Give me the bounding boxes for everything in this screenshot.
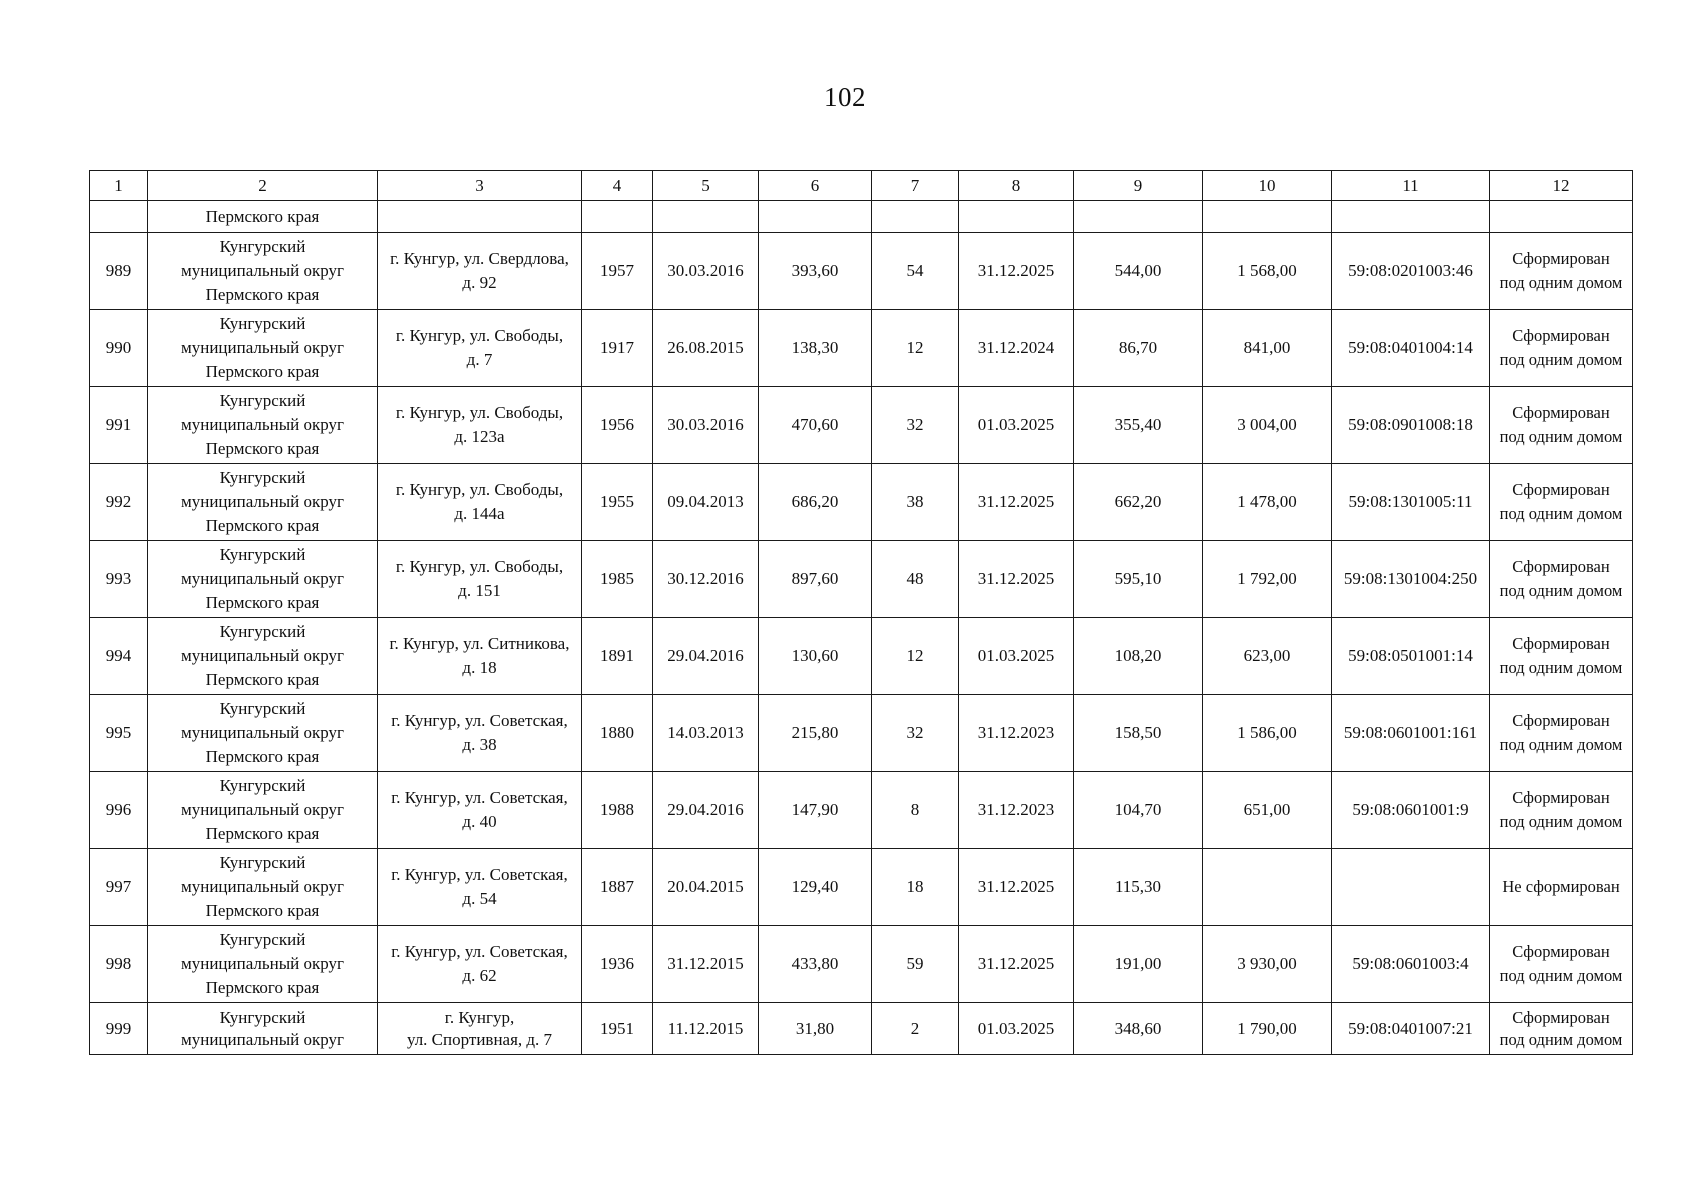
owner-cell-line: Пермского края — [205, 978, 320, 997]
date-recognized-cell: 26.08.2015 — [653, 310, 759, 387]
address-cell-line: д. 54 — [462, 889, 497, 908]
cadastral-number-cell: 59:08:1301004:250 — [1332, 541, 1490, 618]
address-cell-line: д. 40 — [462, 812, 497, 831]
date-recognized-cell: 14.03.2013 — [653, 695, 759, 772]
cadastral-number-cell: 59:08:1301005:11 — [1332, 464, 1490, 541]
status-cell-line: Сформирован — [1512, 249, 1610, 268]
year-cell: 1951 — [582, 1003, 653, 1055]
status-cell — [1490, 926, 1633, 1003]
status-cell — [1490, 464, 1633, 541]
land-area-cell: 1 478,00 — [1203, 464, 1332, 541]
table-row — [90, 464, 1633, 541]
address-cell-line: д. 18 — [462, 658, 497, 677]
status-cell-line: Сформирован — [1512, 942, 1610, 961]
owner-cell-line: Кунгурский — [219, 391, 306, 410]
owner-cell-line: Пермского края — [205, 824, 320, 843]
status-cell-line: под одним домом — [1499, 735, 1623, 754]
owner-cell-line: муниципальный округ — [180, 338, 345, 357]
address-cell-line: д. 123а — [454, 427, 505, 446]
column-header: 10 — [1203, 171, 1332, 201]
owner-cell-line: Кунгурский — [219, 930, 306, 949]
owner-cell-line: муниципальный округ — [180, 800, 345, 819]
date-recognized-cell: 30.03.2016 — [653, 233, 759, 310]
owner-cell — [148, 387, 378, 464]
status-cell-line: под одним домом — [1499, 273, 1623, 292]
address-cell — [378, 464, 582, 541]
owner-cell-line: Пермского края — [205, 285, 320, 304]
table-cell — [582, 201, 653, 233]
owner-cell — [148, 541, 378, 618]
row-number-cell: 994 — [90, 618, 148, 695]
owner-cell-line: Кунгурский — [219, 622, 306, 641]
area-cell: 544,00 — [1074, 233, 1203, 310]
column-header: 8 — [959, 171, 1074, 201]
table-row — [90, 233, 1633, 310]
status-cell-line: Сформирован — [1512, 326, 1610, 345]
address-cell — [378, 1003, 582, 1055]
column-header: 3 — [378, 171, 582, 201]
address-cell-line: г. Кунгур, ул. Советская, — [391, 865, 568, 884]
area-cell: 433,80 — [759, 926, 872, 1003]
area-cell: 130,60 — [759, 618, 872, 695]
owner-cell-line: муниципальный округ — [180, 646, 345, 665]
owner-cell-line: Пермского края — [205, 593, 320, 612]
row-number-cell: 992 — [90, 464, 148, 541]
owner-cell — [148, 233, 378, 310]
residents-cell: 12 — [872, 618, 959, 695]
area-cell: 662,20 — [1074, 464, 1203, 541]
column-header: 9 — [1074, 171, 1203, 201]
planned-date-cell: 01.03.2025 — [959, 387, 1074, 464]
address-cell-line: г. Кунгур, ул. Советская, — [391, 942, 568, 961]
status-cell-line: под одним домом — [1499, 812, 1623, 831]
address-cell-line: г. Кунгур, ул. Советская, — [391, 788, 568, 807]
owner-cell-line: Кунгурский — [219, 1007, 306, 1027]
owner-cell-line: Кунгурский — [219, 776, 306, 795]
table-cell — [90, 201, 148, 233]
continuation-row — [90, 201, 1633, 233]
column-header: 11 — [1332, 171, 1490, 201]
year-cell: 1891 — [582, 618, 653, 695]
row-number-cell: 989 — [90, 233, 148, 310]
status-cell — [1490, 541, 1633, 618]
owner-cell-line: Кунгурский — [219, 468, 306, 487]
land-area-cell: 841,00 — [1203, 310, 1332, 387]
area-cell: 86,70 — [1074, 310, 1203, 387]
table-row — [90, 618, 1633, 695]
address-cell-line: г. Кунгур, — [444, 1007, 515, 1027]
owner-cell — [148, 1003, 378, 1055]
row-number-cell: 991 — [90, 387, 148, 464]
planned-date-cell: 31.12.2025 — [959, 464, 1074, 541]
owner-cell-line: муниципальный округ — [180, 877, 345, 896]
table-cell — [378, 201, 582, 233]
status-cell — [1490, 310, 1633, 387]
owner-cell — [148, 464, 378, 541]
land-area-cell: 3 004,00 — [1203, 387, 1332, 464]
year-cell: 1957 — [582, 233, 653, 310]
address-cell-line: г. Кунгур, ул. Ситникова, — [389, 634, 570, 653]
status-cell-line: Сформирован — [1512, 480, 1610, 499]
date-recognized-cell: 29.04.2016 — [653, 772, 759, 849]
column-header: 6 — [759, 171, 872, 201]
column-header: 1 — [90, 171, 148, 201]
address-cell — [378, 310, 582, 387]
column-number-header-row — [90, 171, 1633, 201]
row-number-cell: 995 — [90, 695, 148, 772]
owner-cell-line: Пермского края — [205, 439, 320, 458]
address-cell-line: д. 38 — [462, 735, 497, 754]
owner-cell-line: Пермского края — [205, 747, 320, 766]
date-recognized-cell: 31.12.2015 — [653, 926, 759, 1003]
table-cell — [1332, 201, 1490, 233]
table-cell — [1074, 201, 1203, 233]
status-cell-line: Не сформирован — [1502, 877, 1620, 896]
land-area-cell: 1 586,00 — [1203, 695, 1332, 772]
residents-cell: 32 — [872, 695, 959, 772]
table-cell — [1490, 201, 1633, 233]
land-area-cell: 1 568,00 — [1203, 233, 1332, 310]
area-cell: 158,50 — [1074, 695, 1203, 772]
owner-cell-line: Кунгурский — [219, 853, 306, 872]
address-cell-line: г. Кунгур, ул. Свободы, — [395, 403, 564, 422]
year-cell: 1917 — [582, 310, 653, 387]
status-cell-line: Сформирован — [1512, 788, 1610, 807]
residents-cell: 59 — [872, 926, 959, 1003]
table-cell — [759, 201, 872, 233]
owner-cell-line: Кунгурский — [219, 314, 306, 333]
planned-date-cell: 31.12.2025 — [959, 926, 1074, 1003]
address-cell-line: г. Кунгур, ул. Свободы, — [395, 480, 564, 499]
status-cell-line: Сформирован — [1512, 1007, 1610, 1027]
owner-cell-line: Пермского края — [205, 516, 320, 535]
address-cell-line: д. 151 — [458, 581, 501, 600]
planned-date-cell: 31.12.2023 — [959, 695, 1074, 772]
year-cell: 1985 — [582, 541, 653, 618]
status-cell — [1490, 849, 1633, 926]
planned-date-cell: 31.12.2025 — [959, 849, 1074, 926]
column-header: 2 — [148, 171, 378, 201]
owner-cell — [148, 695, 378, 772]
table-row — [90, 772, 1633, 849]
date-recognized-cell: 09.04.2013 — [653, 464, 759, 541]
residents-cell: 8 — [872, 772, 959, 849]
status-cell-line: Сформирован — [1512, 557, 1610, 576]
status-cell-line: Сформирован — [1512, 711, 1610, 730]
area-cell: 108,20 — [1074, 618, 1203, 695]
status-cell — [1490, 1003, 1633, 1055]
column-header: 7 — [872, 171, 959, 201]
owner-cell-line: Кунгурский — [219, 545, 306, 564]
table-cell — [959, 201, 1074, 233]
table-row — [90, 926, 1633, 1003]
residents-cell: 38 — [872, 464, 959, 541]
year-cell: 1955 — [582, 464, 653, 541]
owner-cell-line: муниципальный округ — [180, 1029, 345, 1049]
planned-date-cell: 31.12.2023 — [959, 772, 1074, 849]
area-cell: 191,00 — [1074, 926, 1203, 1003]
row-number-cell: 990 — [90, 310, 148, 387]
table-row — [90, 849, 1633, 926]
cadastral-number-cell: 59:08:0601001:9 — [1332, 772, 1490, 849]
land-area-cell: 1 792,00 — [1203, 541, 1332, 618]
status-cell-line: Сформирован — [1512, 634, 1610, 653]
row-number-cell: 997 — [90, 849, 148, 926]
planned-date-cell: 31.12.2024 — [959, 310, 1074, 387]
status-cell — [1490, 618, 1633, 695]
area-cell: 595,10 — [1074, 541, 1203, 618]
area-cell: 215,80 — [759, 695, 872, 772]
address-cell-line: ул. Спортивная, д. 7 — [406, 1029, 553, 1049]
owner-cell-line: муниципальный округ — [180, 261, 345, 280]
status-cell-line: под одним домом — [1499, 581, 1623, 600]
cadastral-number-cell: 59:08:0401007:21 — [1332, 1003, 1490, 1055]
column-header: 12 — [1490, 171, 1633, 201]
column-header: 5 — [653, 171, 759, 201]
status-cell — [1490, 772, 1633, 849]
owner-cell: Пермского края — [148, 201, 378, 233]
address-cell — [378, 618, 582, 695]
area-cell: 897,60 — [759, 541, 872, 618]
address-cell-line: г. Кунгур, ул. Советская, — [391, 711, 568, 730]
table-cell — [653, 201, 759, 233]
owner-cell — [148, 618, 378, 695]
address-cell-line: г. Кунгур, ул. Свободы, — [395, 557, 564, 576]
owner-cell-line: Пермского края — [205, 670, 320, 689]
area-cell: 470,60 — [759, 387, 872, 464]
table-row — [90, 695, 1633, 772]
address-cell — [378, 541, 582, 618]
cadastral-number-cell: 59:08:0401004:14 — [1332, 310, 1490, 387]
address-cell-line: г. Кунгур, ул. Свердлова, — [390, 249, 569, 268]
planned-date-cell: 01.03.2025 — [959, 618, 1074, 695]
residents-cell: 18 — [872, 849, 959, 926]
row-number-cell: 996 — [90, 772, 148, 849]
year-cell: 1880 — [582, 695, 653, 772]
address-cell — [378, 772, 582, 849]
cadastral-number-cell: 59:08:0501001:14 — [1332, 618, 1490, 695]
table-body — [90, 201, 1633, 1055]
area-cell: 104,70 — [1074, 772, 1203, 849]
cadastral-number-cell — [1332, 849, 1490, 926]
status-cell-line: под одним домом — [1499, 504, 1623, 523]
area-cell: 138,30 — [759, 310, 872, 387]
status-cell-line: под одним домом — [1499, 1029, 1623, 1049]
address-cell-line: г. Кунгур, ул. Свободы, — [395, 326, 564, 345]
column-header: 4 — [582, 171, 653, 201]
owner-cell-line: муниципальный округ — [180, 723, 345, 742]
year-cell: 1887 — [582, 849, 653, 926]
area-cell: 393,60 — [759, 233, 872, 310]
owner-cell-line: Кунгурский — [219, 237, 306, 256]
owner-cell-line: Кунгурский — [219, 699, 306, 718]
status-cell-line: под одним домом — [1499, 350, 1623, 369]
row-number-cell: 993 — [90, 541, 148, 618]
area-cell: 355,40 — [1074, 387, 1203, 464]
status-cell — [1490, 695, 1633, 772]
residents-cell: 2 — [872, 1003, 959, 1055]
date-recognized-cell: 30.03.2016 — [653, 387, 759, 464]
address-cell — [378, 695, 582, 772]
date-recognized-cell: 20.04.2015 — [653, 849, 759, 926]
owner-cell — [148, 926, 378, 1003]
residents-cell: 12 — [872, 310, 959, 387]
cadastral-number-cell: 59:08:0201003:46 — [1332, 233, 1490, 310]
cadastral-number-cell: 59:08:0601003:4 — [1332, 926, 1490, 1003]
area-cell: 129,40 — [759, 849, 872, 926]
planned-date-cell: 01.03.2025 — [959, 1003, 1074, 1055]
land-area-cell: 1 790,00 — [1203, 1003, 1332, 1055]
address-cell-line: д. 62 — [462, 966, 497, 985]
row-number-cell: 998 — [90, 926, 148, 1003]
residents-cell: 54 — [872, 233, 959, 310]
year-cell: 1988 — [582, 772, 653, 849]
owner-cell — [148, 772, 378, 849]
address-cell — [378, 849, 582, 926]
table-row — [90, 541, 1633, 618]
status-cell-line: Сформирован — [1512, 403, 1610, 422]
planned-date-cell: 31.12.2025 — [959, 233, 1074, 310]
land-area-cell: 3 930,00 — [1203, 926, 1332, 1003]
status-cell-line: под одним домом — [1499, 427, 1623, 446]
residents-cell: 48 — [872, 541, 959, 618]
land-area-cell: 651,00 — [1203, 772, 1332, 849]
owner-cell-line: Пермского края — [205, 362, 320, 381]
page-number: 102 — [824, 82, 866, 112]
owner-cell — [148, 310, 378, 387]
area-cell: 115,30 — [1074, 849, 1203, 926]
owner-cell-line: муниципальный округ — [180, 415, 345, 434]
area-cell: 31,80 — [759, 1003, 872, 1055]
address-cell — [378, 926, 582, 1003]
year-cell: 1956 — [582, 387, 653, 464]
owner-cell — [148, 849, 378, 926]
row-number-cell: 999 — [90, 1003, 148, 1055]
address-cell-line: д. 7 — [466, 350, 493, 369]
table-cell — [872, 201, 959, 233]
year-cell: 1936 — [582, 926, 653, 1003]
land-area-cell — [1203, 849, 1332, 926]
cadastral-number-cell: 59:08:0901008:18 — [1332, 387, 1490, 464]
status-cell — [1490, 233, 1633, 310]
planned-date-cell: 31.12.2025 — [959, 541, 1074, 618]
table-row — [90, 1003, 1633, 1055]
address-cell-line: д. 144а — [454, 504, 505, 523]
address-cell — [378, 233, 582, 310]
owner-cell-line: муниципальный округ — [180, 954, 345, 973]
table-cell — [1203, 201, 1332, 233]
housing-registry-table — [89, 170, 1633, 1055]
date-recognized-cell: 29.04.2016 — [653, 618, 759, 695]
owner-cell-line: муниципальный округ — [180, 569, 345, 588]
status-cell-line: под одним домом — [1499, 966, 1623, 985]
area-cell: 348,60 — [1074, 1003, 1203, 1055]
date-recognized-cell: 11.12.2015 — [653, 1003, 759, 1055]
address-cell — [378, 387, 582, 464]
table-row — [90, 387, 1633, 464]
status-cell-line: под одним домом — [1499, 658, 1623, 677]
residents-cell: 32 — [872, 387, 959, 464]
area-cell: 686,20 — [759, 464, 872, 541]
area-cell: 147,90 — [759, 772, 872, 849]
address-cell-line: д. 92 — [462, 273, 497, 292]
date-recognized-cell: 30.12.2016 — [653, 541, 759, 618]
owner-cell-line: муниципальный округ — [180, 492, 345, 511]
owner-cell-line: Пермского края — [205, 901, 320, 920]
table-row — [90, 310, 1633, 387]
status-cell — [1490, 387, 1633, 464]
cadastral-number-cell: 59:08:0601001:161 — [1332, 695, 1490, 772]
land-area-cell: 623,00 — [1203, 618, 1332, 695]
